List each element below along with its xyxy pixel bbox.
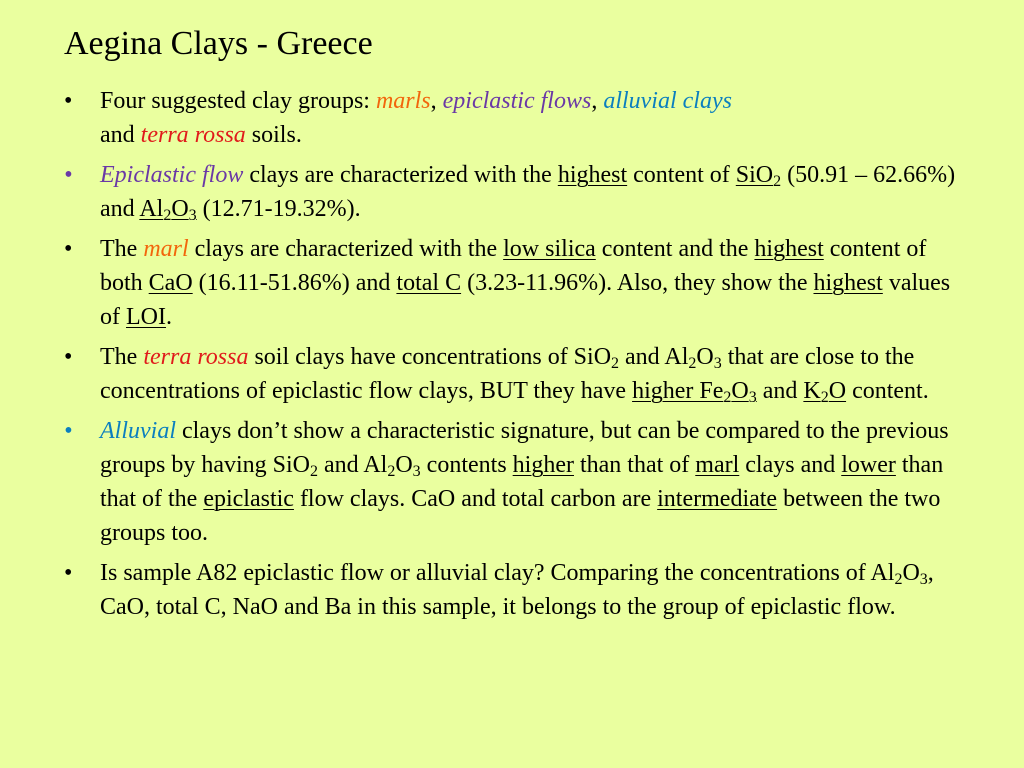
text-span: The xyxy=(100,236,144,262)
underlined-term: lower xyxy=(841,452,896,478)
text-span: content and the xyxy=(595,236,755,262)
bullet-item-epiclastic xyxy=(62,158,962,226)
text-span: between the two groups too. xyxy=(100,486,941,546)
formula-al2o3 xyxy=(139,196,196,222)
text-span: . xyxy=(165,304,172,330)
underlined-term: total C xyxy=(396,270,462,296)
text-span: , xyxy=(591,88,604,114)
subscript: 3 xyxy=(748,389,757,406)
subscript: 2 xyxy=(773,173,782,190)
text-span: flow clays. CaO and total carbon are xyxy=(293,486,658,512)
text-span: values of xyxy=(100,270,951,330)
bullet-item-marl xyxy=(62,232,962,334)
bullet-item-sample-a82 xyxy=(62,556,962,624)
text-span: (3.23-11.96%). Also, they show the xyxy=(461,270,814,296)
text-span: O xyxy=(395,452,413,478)
underlined-term: highest xyxy=(813,270,883,296)
term-terra-rossa: terra rossa xyxy=(140,122,246,148)
bullet-marker: • xyxy=(64,88,73,114)
term-marl: marl xyxy=(143,236,189,262)
bullet-marker: • xyxy=(64,418,73,444)
subscript: 2 xyxy=(310,463,318,480)
formula-part: SiO xyxy=(735,162,774,188)
formula-part: K xyxy=(803,378,821,404)
subscript: 2 xyxy=(163,207,172,224)
subscript: 2 xyxy=(723,389,732,406)
underlined-term: higher xyxy=(512,452,574,478)
text-span: O xyxy=(902,560,920,586)
subscript: 2 xyxy=(688,355,697,372)
text-span: contents xyxy=(420,452,513,478)
text-span: content. xyxy=(846,378,929,404)
subscript: 3 xyxy=(412,463,421,480)
bullet-marker: • xyxy=(64,344,73,370)
bullet-marker: • xyxy=(64,560,73,586)
text-span: , xyxy=(430,88,443,114)
bullet-marker: • xyxy=(64,236,73,262)
text-span: soil clays have concentrations of SiO xyxy=(248,344,612,370)
formula-part: Al xyxy=(139,196,164,222)
formula-part: O xyxy=(171,196,189,222)
underlined-term: highest xyxy=(557,162,628,188)
text-span: clays are characterized with the xyxy=(243,162,558,188)
bullet-item-terra-rossa xyxy=(62,340,962,408)
text-span: clays and xyxy=(739,452,842,478)
underlined-term: intermediate xyxy=(657,486,778,512)
text-span: Four suggested clay groups: xyxy=(100,88,376,114)
bullet-list xyxy=(62,84,962,630)
text-span: (16.11-51.86%) and xyxy=(192,270,397,296)
underlined-term: epiclastic xyxy=(203,486,294,512)
formula-part: O xyxy=(731,378,749,404)
term-epiclastic-flows: epiclastic flows xyxy=(442,88,592,114)
subscript: 2 xyxy=(894,571,903,588)
text-span: , CaO, total C, NaO and Ba in this sample, it belongs to the group of epiclastic flow. xyxy=(100,560,934,620)
underlined-term: highest xyxy=(754,236,824,262)
term-alluvial: Alluvial xyxy=(100,418,176,444)
term-marls: marls xyxy=(375,88,431,114)
term-epiclastic-flow: Epiclastic flow xyxy=(100,162,244,188)
text-span: Is sample A82 epiclastic flow or alluvial clay? Comparing the concentrations of Al xyxy=(100,560,895,586)
subscript: 3 xyxy=(188,207,197,224)
text-span: and xyxy=(756,378,804,404)
text-span: than that of xyxy=(573,452,696,478)
text-span: and Al xyxy=(318,452,388,478)
text-span: (50.91 – 62.66%) and xyxy=(100,162,956,222)
subscript: 2 xyxy=(611,355,620,372)
subscript: 3 xyxy=(919,571,928,588)
text-span: content of xyxy=(627,162,736,188)
underlined-term: LOI xyxy=(126,304,166,330)
text-span: The xyxy=(100,344,144,370)
bullet-item-alluvial xyxy=(62,414,962,550)
underlined-term: CaO xyxy=(148,270,193,296)
text-span: and Al xyxy=(619,344,689,370)
text-span: and xyxy=(100,122,141,148)
slide-title: Aegina Clays - Greece xyxy=(64,25,373,62)
bullet-item-clay-groups xyxy=(62,84,962,152)
term-terra-rossa: terra rossa xyxy=(143,344,249,370)
formula-higher-fe2o3 xyxy=(632,378,757,404)
formula-part: higher Fe xyxy=(632,378,724,404)
subscript: 2 xyxy=(387,463,396,480)
text-span: content of both xyxy=(100,236,927,296)
bullet-marker: • xyxy=(64,162,73,188)
formula-k2o xyxy=(803,378,846,404)
text-span: clays don’t show a characteristic signature, but can be compared to the previous groups by having SiO xyxy=(100,418,949,478)
subscript: 3 xyxy=(713,355,722,372)
text-span: O xyxy=(696,344,714,370)
term-alluvial-clays: alluvial clays xyxy=(603,88,732,114)
formula-sio2 xyxy=(736,162,781,188)
text-span: clays are characterized with the xyxy=(188,236,504,262)
subscript: 2 xyxy=(820,389,829,406)
text-span: soils. xyxy=(245,122,302,148)
underlined-term: low silica xyxy=(503,236,596,262)
text-span: that are close to the concentrations of epiclastic flow clays, BUT they have xyxy=(100,344,915,404)
text-span: than that of the xyxy=(100,452,944,512)
formula-part: O xyxy=(828,378,847,404)
text-span: (12.71-19.32%). xyxy=(196,196,361,222)
underlined-term: marl xyxy=(695,452,740,478)
